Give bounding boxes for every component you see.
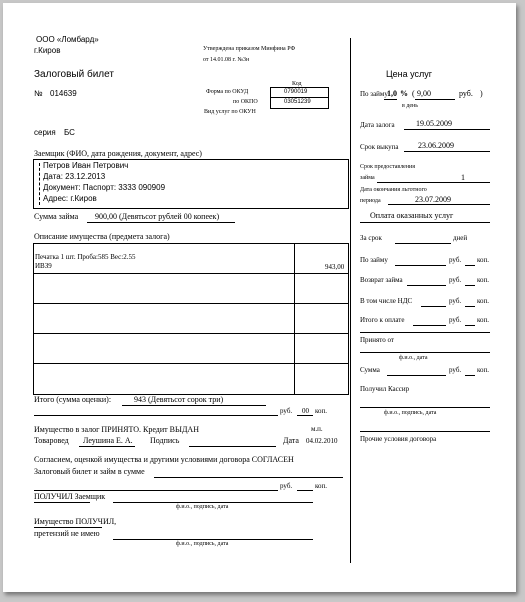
by-loan-rub: руб. [449,256,462,264]
property-item-line-2: ИВЗ9 [35,262,52,270]
received-caption: ф.и.о., подпись, дата [176,504,229,510]
sum-rub: руб. [449,366,462,374]
column-divider [350,38,351,563]
accepted-caption: ф.и.о., дата [399,355,428,361]
vat-label: В том числе НДС [360,297,413,305]
borrower-line-3: Документ: Паспорт: 3333 090909 [43,183,166,192]
vat-kop: коп. [477,297,490,305]
loan-date-label: Дата залога [360,121,395,129]
accept-line: Имущество в залог ПРИНЯТО. Кредит ВЫДАН [34,425,199,434]
accepted-from-label: Принято от [360,336,394,344]
rate-percent: % [400,89,408,98]
agree-kop: коп. [315,482,328,490]
by-loan-kop: коп. [477,256,490,264]
expert-date-label: Дата [283,436,299,445]
grace-end-label-2: периода [360,198,381,204]
grace-end-date: 23.07.2009 [415,195,451,204]
return-label: Возврат займа [360,276,403,284]
total-kop: 00 [302,407,309,415]
series-label: серия [34,128,56,137]
property-item-value: 943,00 [325,263,345,271]
sum-kop: коп. [477,366,490,374]
rate-value: 1,0 [387,89,397,98]
rate-rub: руб. [459,89,473,98]
form-okud-value: 0790019 [284,89,308,95]
grace-value: 1 [461,173,465,182]
agree-line-2: Залоговый билет и займ в сумме [34,467,145,476]
okpo-label: по ОКПО [233,99,258,105]
approval-line-1: Утверждена приказом Минфина РФ [203,46,296,52]
grace-label-1: Срок предоставления [360,164,416,170]
codes-header: Код [292,81,302,87]
ticket-number-label: № [34,89,43,98]
paid-title: Оплата оказанных услуг [370,211,454,220]
org-city: г.Киров [34,46,61,55]
total-pay-label: Итого к оплате [360,316,405,324]
grace-label-2: займа [360,175,375,181]
agree-line-1: Согласием, оценкой имущества и другими условиями договора СОГЛАСЕН [34,455,294,464]
borrower-label: Заемщик (ФИО, дата рождения, документ, адрес) [34,149,202,158]
due-label: Срок выкупа [360,143,399,151]
expert-label: Товаровед [34,436,69,445]
return-kop: коп. [477,276,490,284]
grace-end-label-1: Дата окончания льготного [360,187,427,193]
received-label: ПОЛУЧИЛ Заемщик [34,492,106,501]
due-date: 23.06.2009 [418,141,454,150]
other-terms-label: Прочие условия договора [360,435,437,443]
returned-caption: ф.и.о., подпись, дата [176,541,229,547]
expert-date: 04.02.2010 [306,437,338,445]
term-days: дней [453,234,468,242]
total-value: 943 (Девятьсот сорок три) [134,395,224,404]
ticket-number: 014639 [50,89,77,98]
expert-sign-label: Подпись [150,436,180,445]
borrower-line-4: Адрес: г.Киров [43,194,97,203]
loan-sum-value: 900,00 (Девятьсот рублей 00 копеек) [95,212,220,221]
vat-rub: руб. [449,297,462,305]
term-label: За срок [360,234,382,242]
series-value: БС [64,128,75,137]
property-item-line-1: Печатка 1 шт. Проба:585 Вес:2.55 [35,253,136,261]
agree-rub: руб. [280,482,293,490]
by-loan-label: По займу [360,256,388,264]
approval-line-2: от 14.01.08 г. №3н [203,57,250,63]
okun-label: Вид услуг по ОКУН [204,109,256,115]
cashier-label: Получил Кассир [360,385,410,393]
loan-date: 19.05.2009 [416,119,452,128]
total-label: Итого (сумма оценки): [34,395,112,404]
rate-label: По займу [360,90,388,98]
document-page: ООО «Ломбард» г.Киров Утверждена приказом Минфина РФ от 14.01.08 г. №3н Код Форма по ОКУД по ОКПО Вид услуг по ОКУН 0790019 03051239 Залоговый билет № 014639 серия БС Заемщик (ФИО, дата рождения, документ, адрес) Петров Иван Петрович Дата: 23.12.2013 Документ: Паспорт: 3333 090909 Адрес: г.Киров Сумма займа 900,00 (Девятьсот рублей 00 копеек) Описание имущества (предмета залога) Печатка 1 шт. Проба:585 Вес:2.55 ИВЗ9 943,00 Итого (сумма оценки): 943 (Девятьсот сорок три) руб. 00 коп. Имущество в залог ПРИНЯТО. Кредит ВЫДАН м.п. Товаровед Леушина Е. А. Подпись Дата 04.02.2010 Согласием, оценкой имущества и другими условиями договора СОГЛАСЕН Залоговый билет и займ в сумме руб. коп. ПОЛУЧИЛ Заемщик ф.и.о., подпись, дата Имущество ПОЛУЧИЛ, претензий не имею ф.и.о., подпись, дата Цена услуг По займу 1,0 % ( 9,00 руб. ) в день Дата залога 19.05.2009 Срок выкупа 23.06.2009 Срок предоставления займа 1 Дата окончания льготного периода 23.07.2009 Оплата оказанных услуг За срок дней По займу руб. коп. Возврат займа руб. коп. В том числе НДС руб. коп. Итого к оплате руб. коп. Принято от ф.и.о., дата Сумма руб. коп. Получил Кассир ф.и.о., подпись, дата Прочие условия договора [3,3,516,592]
total-rub: руб. [280,407,293,415]
org-name: ООО «Ломбард» [36,35,99,44]
rate-sum: 9,00 [417,89,431,98]
form-okud-label: Форма по ОКУД [206,89,249,95]
property-label: Описание имущества (предмета залога) [34,232,170,241]
returned-line-2: претензий не имею [34,529,100,538]
ticket-title: Залоговый билет [34,69,114,80]
borrower-line-1: Петров Иван Петрович [43,161,129,170]
okpo-value: 03051239 [284,99,311,105]
price-title: Цена услуг [386,69,433,79]
borrower-line-2: Дата: 23.12.2013 [43,172,106,181]
stamp-place: м.п. [311,425,323,433]
return-rub: руб. [449,276,462,284]
per-day: в день [402,103,418,109]
total-pay-kop: коп. [477,316,490,324]
sum-label: Сумма [360,366,380,374]
total-kop-label: коп. [315,407,328,415]
returned-line-1: Имущество ПОЛУЧИЛ, [34,517,117,526]
loan-sum-label: Сумма займа [34,212,79,221]
total-pay-rub: руб. [449,316,462,324]
cashier-caption: ф.и.о., подпись, дата [384,410,437,416]
expert-name: Леушина Е. А. [83,436,133,445]
property-table [33,243,349,395]
